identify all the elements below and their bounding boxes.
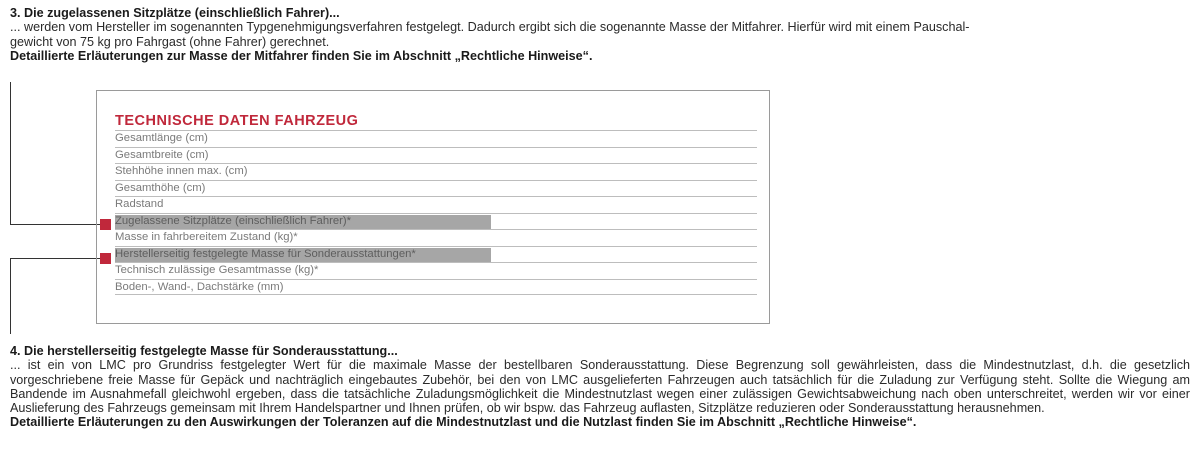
table-row (115, 147, 757, 164)
row-label: Boden-, Wand-, Dachstärke (mm) (115, 280, 284, 293)
row-label: Gesamtbreite (cm) (115, 148, 209, 161)
connector-line-4-horizontal (10, 258, 100, 259)
table-row (115, 279, 757, 296)
technical-data-title: TECHNISCHE DATEN FAHRZEUG (115, 113, 359, 129)
row-label: Technisch zulässige Gesamtmasse (kg)* (115, 264, 319, 276)
row-label: Radstand (115, 198, 164, 210)
section-4-heading: 4. Die herstellerseitig festgelegte Masse für Sonderausstattung... (10, 344, 398, 358)
table-row (115, 229, 757, 246)
section-3-line-1: ... werden vom Hersteller im sogenannten Typgenehmigungsverfahren festgelegt. Dadurch ergibt sich die sogenannte Masse der Mitfahrer. Hierfür wird mit einem Pauschal- (10, 20, 970, 35)
row-label: Herstellerseitig festgelegte Masse für Sonderausstattungen* (115, 247, 416, 260)
section-4 (10, 344, 1190, 430)
row-label: Masse in fahrbereitem Zustand (kg)* (115, 231, 298, 243)
table-row-highlighted-seats (115, 213, 757, 230)
row-label: Gesamtlänge (cm) (115, 132, 208, 144)
table-row (115, 163, 757, 180)
marker-seats (100, 219, 111, 230)
technical-data-rows (115, 130, 757, 295)
table-row (115, 196, 757, 213)
row-label: Zugelassene Sitzplätze (einschließlich Fahrer)* (115, 214, 352, 227)
table-row (115, 262, 757, 279)
table-row (115, 130, 757, 147)
table-row-highlighted-options (115, 246, 757, 263)
section-3-note: Detaillierte Erläuterungen zur Masse der Mitfahrer finden Sie im Abschnitt „Rechtliche Hinweise“. (10, 48, 593, 63)
table-row (115, 180, 757, 197)
connector-line-3-horizontal (10, 224, 100, 225)
section-3 (10, 6, 1190, 63)
section-3-heading: 3. Die zugelassenen Sitzplätze (einschließlich Fahrer)... (10, 6, 340, 20)
section-4-paragraph: ... ist ein von LMC pro Grundriss festgelegter Wert für die maximale Masse der bestellbaren Sonderausstattung. Diese Begrenzung soll gewährleisten, dass die Mindestnutzlast, d.h. die gesetzlich vorgeschriebene freie Masse für Gepäck und nachträglich eingebautes Zubehör, bei den von LMC ausgelieferten Fahrzeugen auch tatsächlich für die Zuladung zur Verfügung steht. Sollte die Wiegung am Bandende im Ausnahmefall gleichwohl ergeben, dass die tatsächliche Zuladungsmöglichkeit die Mindestnutzlast wegen einer zulässigen Gewichtsabweichung nach oben unterschreitet, werden wir vor einer Auslieferung des Fahrzeugs gemeinsam mit Ihrem Handelspartner und Ihnen prüfen, ob wir bspw. das Fahrzeug auflasten, Sitzplätze reduzieren oder Sonderausstattung herausnehmen. (10, 358, 1190, 416)
section-4-note: Detaillierte Erläuterungen zu den Auswirkungen der Toleranzen auf die Mindestnutzlast und die Nutzlast finden Sie im Abschnitt „Rechtliche Hinweise“. (10, 415, 917, 430)
connector-line-3-vertical (10, 82, 11, 225)
section-3-line-2: gewicht von 75 kg pro Fahrgast (ohne Fahrer) gerechnet. (10, 34, 330, 49)
row-label: Stehhöhe innen max. (cm) (115, 165, 248, 177)
connector-line-4-vertical (10, 258, 11, 334)
marker-options (100, 253, 111, 264)
row-label: Gesamthöhe (cm) (115, 181, 206, 194)
